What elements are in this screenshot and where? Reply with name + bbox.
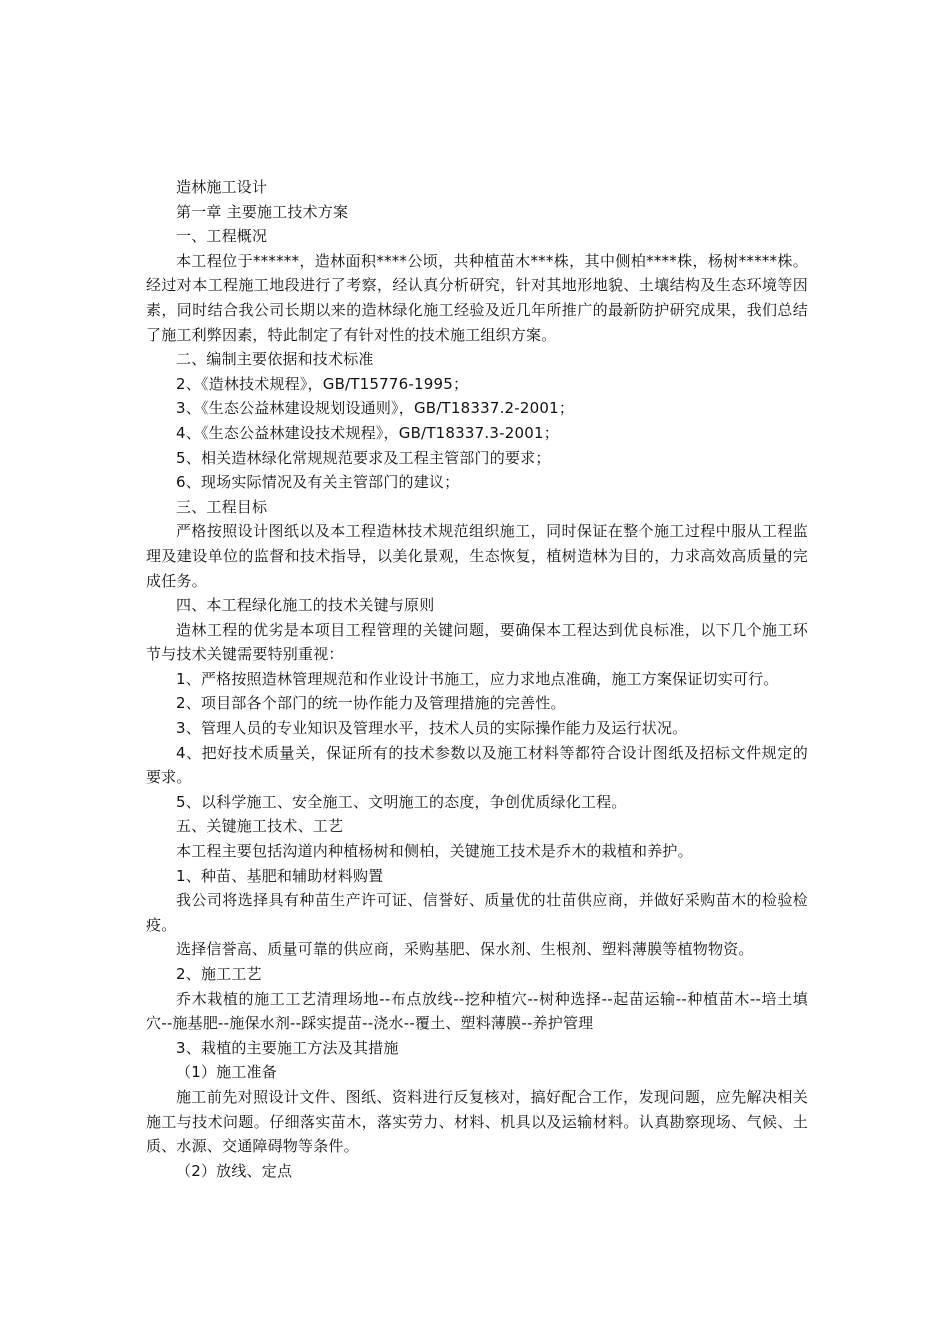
list-item: 1、严格按照造林管理规范和作业设计书施工，应力求地点准确，施工方案保证切实可行。 [176, 669, 779, 688]
list-item: 5、相关造林绿化常规规范要求及工程主管部门的要求； [176, 448, 551, 467]
list-item: 2、《造林技术规程》，GB/T15776-1995； [176, 374, 469, 393]
list-item: 6、现场实际情况及有关主管部门的建议； [176, 473, 460, 492]
paragraph: 乔木栽植的施工工艺清理场地--布点放线--挖种植穴--树种选择--起苗运输--种植苗木--培土填穴--施基肥--施保水剂--踩实提苗--浇水--覆土、塑料薄膜--养护管理 [146, 989, 808, 1033]
paragraph: 施工前先对照设计文件、图纸、资料进行反复核对，搞好配合工作，发现问题，应先解决相关施工与技术问题。仔细落实苗木，落实劳力、材料、机具以及运输材料。认真勘察现场、气候、土质、水源、交通障碍物等条件。 [146, 1087, 808, 1156]
document-body [146, 175, 808, 1183]
section-heading: 三、工程目标 [176, 497, 268, 516]
list-item: 4、《生态公益林建设技术规程》，GB/T18337.3-2001； [176, 423, 559, 442]
list-item: 2、项目部各个部门的统一协作能力及管理措施的完善性。 [176, 694, 566, 713]
subsection-heading: 3、栽植的主要施工方法及其措施 [176, 1038, 399, 1057]
chapter-heading: 第一章 主要施工技术方案 [176, 202, 349, 221]
paragraph: 我公司将选择具有种苗生产许可证、信誉好、质量优的壮苗供应商，并做好采购苗木的检验检疫。 [146, 891, 808, 934]
subsection-heading: 2、施工工艺 [176, 965, 262, 983]
paragraph: 造林工程的优劣是本项目工程管理的关键问题，要确保本工程达到优良标准，以下几个施工环节与技术关键需要特别重视： [146, 620, 808, 664]
list-item: 4、把好技术质量关，保证所有的技术参数以及施工材料等都符合设计图纸及招标文件规定的要求。 [146, 743, 808, 787]
section-heading: 二、编制主要依据和技术标准 [176, 350, 374, 369]
paragraph: 本工程位于******，造林面积****公顷，共种植苗木***株，其中侧柏****株，杨树*****株。经过对本工程施工地段进行了考察，经认真分析研究，针对其地形地貌、土壤结构及生态环境等因素，同时结合我公司长期以来的造林绿化施工经验及近几年所推广的最新防护研究成果，我们总结了施工利弊因素，特此制定了有针对性的技术施工组织方案。 [146, 251, 808, 344]
document-title: 造林施工设计 [176, 178, 268, 196]
list-item: 3、管理人员的专业知识及管理水平，技术人员的实际操作能力及运行状况。 [176, 719, 688, 738]
section-heading: 一、工程概况 [176, 227, 268, 246]
list-item: 5、以科学施工、安全施工、文明施工的态度，争创优质绿化工程。 [176, 792, 627, 811]
section-heading: 四、本工程绿化施工的技术关键与原则 [176, 596, 435, 615]
subsection-heading: 1、种苗、基肥和辅助材料购置 [176, 866, 384, 885]
subsection-heading: （1）施工准备 [176, 1063, 277, 1082]
paragraph: 选择信誉高、质量可靠的供应商，采购基肥、保水剂、生根剂、塑料薄膜等植物物资。 [176, 940, 754, 959]
subsection-heading: （2）放线、定点 [176, 1161, 293, 1180]
paragraph: 本工程主要包括沟道内种植杨树和侧柏，关键施工技术是乔木的栽植和养护。 [176, 842, 693, 861]
paragraph: 严格按照设计图纸以及本工程造林技术规范组织施工，同时保证在整个施工过程中服从工程监理及建设单位的监督和技术指导，以美化景观，生态恢复，植树造林为目的，力求高效高质量的完成任务。 [146, 522, 808, 590]
list-item: 3、《生态公益林建设规划设通则》，GB/T18337.2-2001； [176, 399, 575, 418]
section-heading: 五、关键施工技术、工艺 [176, 817, 344, 836]
